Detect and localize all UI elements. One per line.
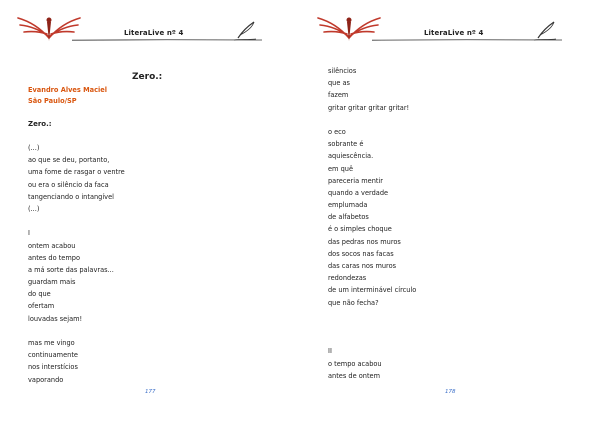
poem-line: emplumada <box>328 201 368 210</box>
poem-line: de um interminável círculo <box>328 286 417 295</box>
page-header <box>0 0 300 50</box>
magazine-title: LiteraLive nº 4 <box>424 29 484 37</box>
page-header <box>300 0 600 50</box>
poem-line: fazem <box>328 91 349 100</box>
stanza-gap <box>28 325 125 337</box>
poem-line: das pedras nos muros <box>328 237 401 246</box>
poem-line: mas me vingo <box>28 339 75 347</box>
stanza-gap <box>28 215 125 227</box>
page-number: 177 <box>145 389 156 395</box>
poem-line: que as <box>328 79 350 88</box>
poem-line: vaporando <box>28 375 64 384</box>
poem-line: do que <box>28 290 51 299</box>
magazine-title: LiteraLive nº 4 <box>124 29 184 37</box>
poem-lines-left <box>28 142 125 386</box>
page-number: 178 <box>445 389 456 395</box>
poem-line: dos socos nas facas <box>328 249 394 258</box>
poem-lines-right <box>328 65 416 382</box>
poem-line: em quê <box>328 164 353 173</box>
poem-line: I <box>28 229 30 238</box>
poem-line: pareceria mentir <box>328 176 383 185</box>
poem-line: antes de ontem <box>328 371 381 380</box>
stanza-gap <box>328 321 416 333</box>
poem-line: (...) <box>28 144 40 152</box>
poem-line: louvadas sejam! <box>28 314 83 323</box>
author-place: São Paulo/SP <box>28 97 77 105</box>
poem-title: Zero.: <box>132 72 163 82</box>
author-name: Evandro Alves Maciel <box>28 86 108 94</box>
poem-line: é o simples choque <box>328 225 392 234</box>
poem-line: ofertam <box>28 302 55 311</box>
poem-line: o eco <box>328 127 346 136</box>
quill-icon <box>532 20 558 42</box>
poem-line: o tempo acabou <box>328 359 382 368</box>
poem-line: silêncios <box>328 67 357 75</box>
poem-line: a má sorte das palavras... <box>28 265 114 274</box>
poem-line: de alfabetos <box>328 213 369 222</box>
poem-line: tangenciando o intangível <box>28 192 114 201</box>
poem-line: II <box>328 347 332 356</box>
poem-line: nos interstícios <box>28 363 78 372</box>
poem-line: quando a verdade <box>328 188 389 197</box>
poem-line: (...) <box>28 204 40 213</box>
poem-line: antes do tempo <box>28 253 80 262</box>
stanza-gap <box>328 114 416 126</box>
right-page <box>300 0 600 424</box>
poem-line: ou era o silêncio da faca <box>28 180 109 189</box>
author-block <box>28 85 107 107</box>
poem-line: guardam mais <box>28 278 76 287</box>
poem-line: gritar gritar gritar gritar! <box>328 103 410 112</box>
poem-line: sobrante é <box>328 140 364 149</box>
body-title: Zero.: <box>28 120 52 128</box>
poem-line: aquiescência. <box>328 152 374 161</box>
poem-line: ontem acabou <box>28 241 76 250</box>
poem-line: das caras nos muros <box>328 262 397 270</box>
poem-line: continuamente <box>28 351 78 360</box>
poem-line: uma fome de rasgar o ventre <box>28 168 125 177</box>
poem-line: ao que se deu, portanto, <box>28 156 110 165</box>
quill-icon <box>232 20 258 42</box>
stanza-gap <box>328 333 416 345</box>
poem-line: redondezas <box>328 274 367 283</box>
poem-line: que não fecha? <box>328 298 379 307</box>
stanza-gap <box>328 309 416 321</box>
